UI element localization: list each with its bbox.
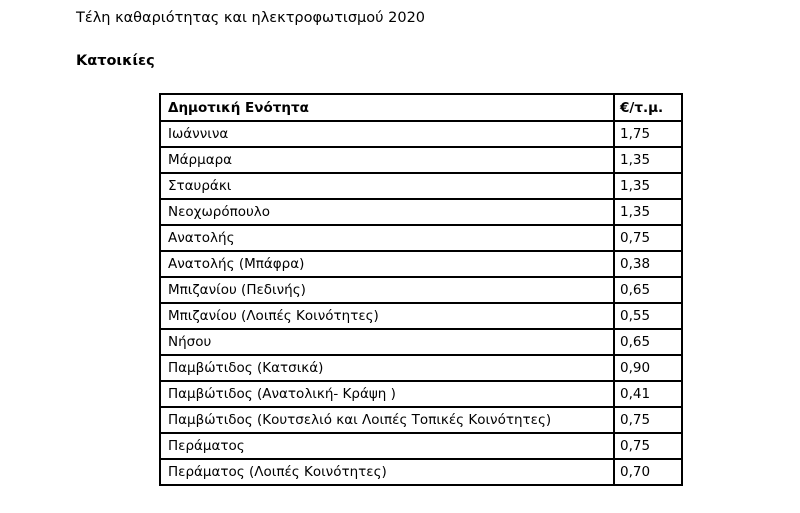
row-rate-value: 1,35 (614, 199, 682, 225)
table-row (160, 381, 682, 407)
row-rate-value: 1,35 (614, 147, 682, 173)
column-header-rate: €/τ.μ. (614, 94, 682, 121)
row-rate-value: 0,55 (614, 303, 682, 329)
table-row (160, 173, 682, 199)
table-row (160, 121, 682, 147)
row-unit-name: Ανατολής (Μπάφρα) (160, 251, 614, 277)
row-unit-name: Νήσου (160, 329, 614, 355)
row-unit-name: Μπιζανίου (Πεδινής) (160, 277, 614, 303)
table-row (160, 433, 682, 459)
table-row (160, 355, 682, 381)
row-unit-name: Μάρμαρα (160, 147, 614, 173)
table-row (160, 225, 682, 251)
row-unit-name: Ανατολής (160, 225, 614, 251)
row-unit-name: Νεοχωρόπουλο (160, 199, 614, 225)
rates-table (159, 93, 683, 486)
table-row (160, 329, 682, 355)
row-unit-name: Παμβώτιδος (Κουτσελιό και Λοιπές Τοπικές Κοινότητες) (160, 407, 614, 433)
row-rate-value: 0,70 (614, 459, 682, 485)
row-unit-name: Ιωάννινα (160, 121, 614, 147)
row-unit-name: Παμβώτιδος (Κατσικά) (160, 355, 614, 381)
row-rate-value: 0,75 (614, 433, 682, 459)
row-rate-value: 0,41 (614, 381, 682, 407)
row-rate-value: 0,75 (614, 225, 682, 251)
row-rate-value: 0,65 (614, 329, 682, 355)
table-row (160, 459, 682, 485)
table-row (160, 407, 682, 433)
row-rate-value: 0,90 (614, 355, 682, 381)
row-rate-value: 0,65 (614, 277, 682, 303)
column-header-unit: Δημοτική Ενότητα (160, 94, 614, 121)
row-unit-name: Περάματος (160, 433, 614, 459)
section-title: Κατοικίες (76, 53, 155, 69)
row-rate-value: 1,75 (614, 121, 682, 147)
table-row (160, 147, 682, 173)
row-rate-value: 1,35 (614, 173, 682, 199)
table-row (160, 199, 682, 225)
row-unit-name: Σταυράκι (160, 173, 614, 199)
row-unit-name: Παμβώτιδος (Ανατολική- Κράψη ) (160, 381, 614, 407)
row-rate-value: 0,38 (614, 251, 682, 277)
row-rate-value: 0,75 (614, 407, 682, 433)
table-row (160, 303, 682, 329)
document-title: Τέλη καθαριότητας και ηλεκτροφωτισμού 2020 (76, 10, 426, 26)
table-row (160, 251, 682, 277)
row-unit-name: Περάματος (Λοιπές Κοινότητες) (160, 459, 614, 485)
row-unit-name: Μπιζανίου (Λοιπές Κοινότητες) (160, 303, 614, 329)
table-row (160, 277, 682, 303)
table-header-row (160, 94, 682, 121)
